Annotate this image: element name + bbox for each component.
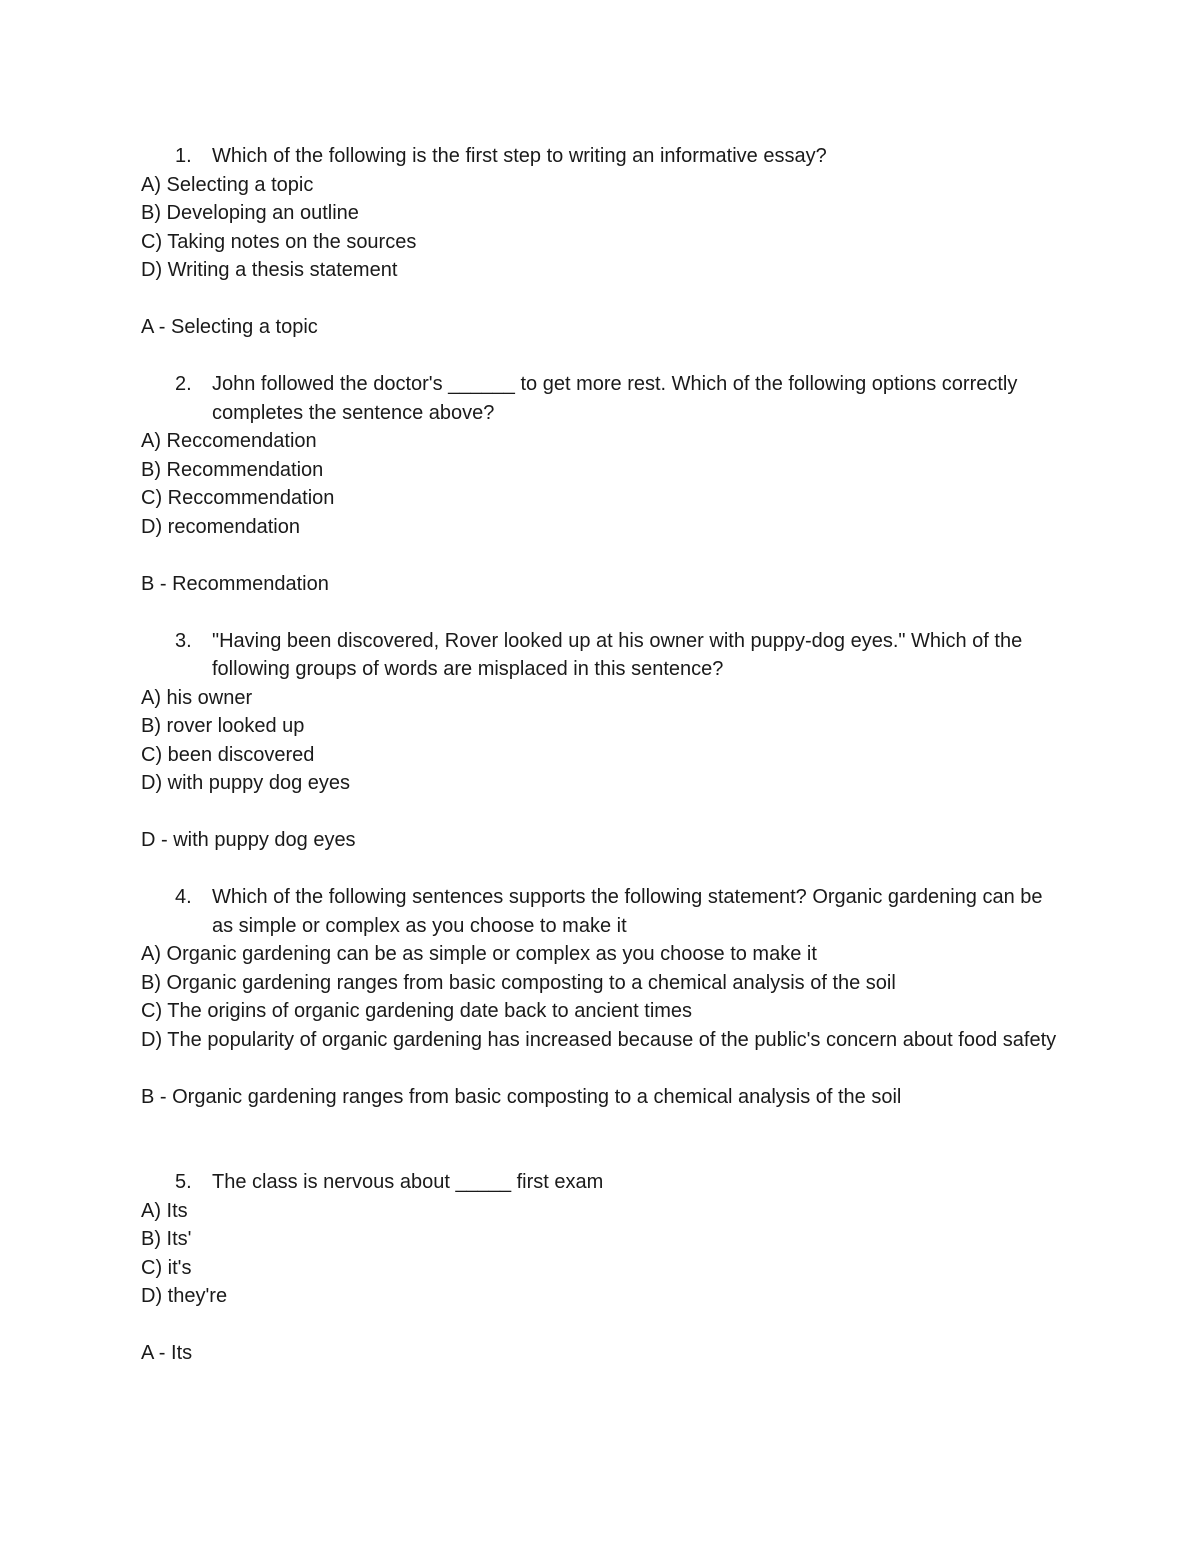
question-text: "Having been discovered, Rover looked up at his owner with puppy-dog eyes." Which of the following groups of words are misplaced in this sentence?: [212, 629, 1023, 680]
question-5: [141, 1168, 1061, 1197]
option-item: A) Organic gardening can be as simple or complex as you choose to make it: [141, 943, 817, 965]
option-item: A) Selecting a topic: [141, 173, 314, 196]
question-text: The class is nervous about _____ first exam: [212, 1171, 604, 1193]
question-block-1: [141, 142, 1061, 342]
question-block-5: [141, 1168, 1061, 1368]
option-list: [141, 171, 1061, 285]
answer-line: B - Organic gardening ranges from basic composting to a chemical analysis of the soil: [141, 1085, 902, 1108]
option-item: D) with puppy dog eyes: [141, 772, 351, 794]
question-text: Which of the following sentences supports the following statement? Organic gardening can be as simple or complex as you choose to make it: [212, 886, 1043, 937]
option-item: D) recomendation: [141, 515, 300, 538]
option-item: D) Writing a thesis statement: [141, 259, 398, 281]
option-list: [141, 427, 1061, 541]
question-block-2: [141, 370, 1061, 598]
option-item: B) rover looked up: [141, 715, 305, 737]
question-number: 1.: [175, 145, 192, 167]
question-4: [141, 883, 1061, 940]
option-list: [141, 1197, 1061, 1311]
option-item: A) his owner: [141, 686, 253, 709]
option-item: C) been discovered: [141, 743, 315, 766]
option-item: D) they're: [141, 1285, 228, 1307]
option-item: B) Organic gardening ranges from basic composting to a chemical analysis of the soil: [141, 971, 896, 994]
question-3: [141, 627, 1061, 684]
option-list: [141, 940, 1061, 1054]
answer-line: B - Recommendation: [141, 572, 329, 595]
option-item: B) Its': [141, 1228, 192, 1250]
option-item: D) The popularity of organic gardening has increased because of the public's concern about food safety: [141, 1028, 1057, 1051]
question-number: 4.: [175, 886, 192, 908]
option-item: C) Taking notes on the sources: [141, 230, 417, 253]
answer-line: A - Selecting a topic: [141, 316, 318, 338]
question-number: 5.: [175, 1171, 192, 1193]
question-number: 2.: [175, 373, 192, 395]
answer-line: D - with puppy dog eyes: [141, 829, 356, 851]
option-item: B) Developing an outline: [141, 202, 359, 224]
question-2: [141, 370, 1061, 427]
option-list: [141, 684, 1061, 798]
question-number: 3.: [175, 629, 192, 652]
question-1: [141, 142, 1061, 171]
option-item: A) Its: [141, 1199, 188, 1222]
question-text: John followed the doctor's ______ to get more rest. Which of the following options correctly completes the sentence above?: [212, 373, 1018, 424]
answer-line: A - Its: [141, 1342, 193, 1364]
question-block-3: [141, 627, 1061, 855]
question-block-4: [141, 883, 1061, 1111]
option-item: C) Reccommendation: [141, 487, 335, 509]
option-item: C) it's: [141, 1256, 192, 1279]
document-page: [141, 142, 1061, 1396]
question-text: Which of the following is the first step to writing an informative essay?: [212, 145, 827, 167]
option-item: C) The origins of organic gardening date back to ancient times: [141, 1000, 693, 1022]
option-item: A) Reccomendation: [141, 430, 317, 452]
option-item: B) Recommendation: [141, 458, 324, 481]
